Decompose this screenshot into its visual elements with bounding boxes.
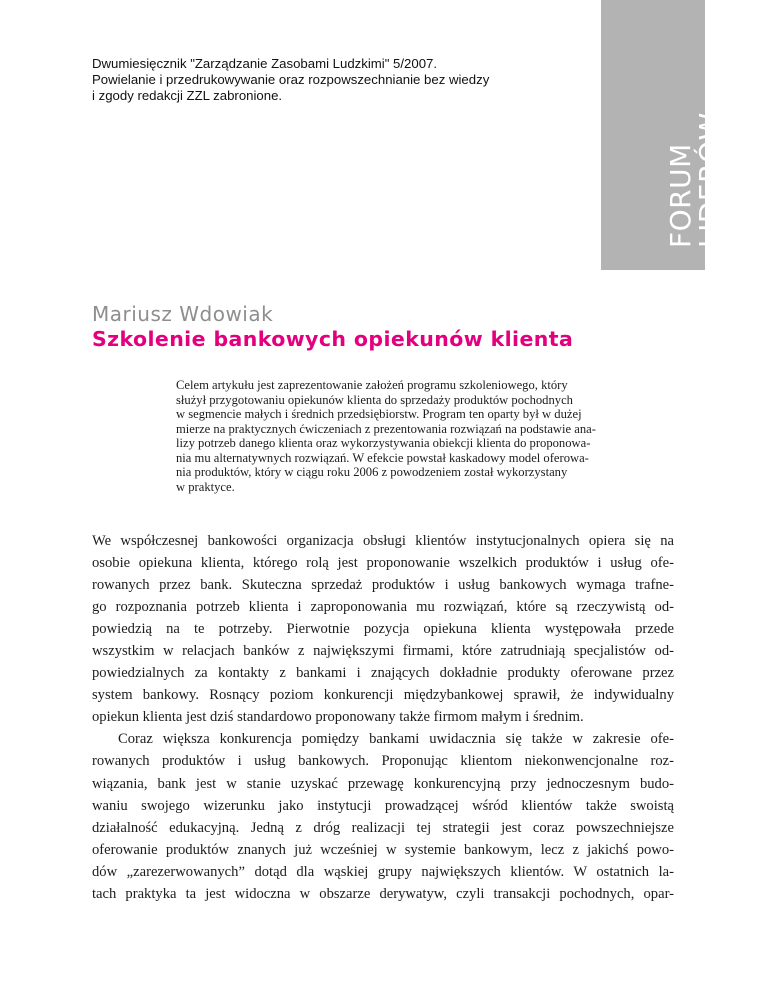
abstract-line: mierze na praktycznych ćwiczeniach z prezentowania rozwiązań na podstawie ana- [176, 421, 596, 436]
abstract-line: służył przygotowaniu opiekunów klienta do sprzedaży produktów pochodnych [176, 392, 573, 407]
body-line: oferowanie produktów znanych już wcześniej w systemie bankowym, lecz z jakichś powo- [92, 841, 674, 858]
notice-line: i zgody redakcji ZZL zabronione. [92, 88, 283, 103]
article-author: Mariusz Wdowiak [92, 302, 274, 326]
copyright-notice [92, 56, 562, 104]
abstract-line: lizy potrzeb danego klienta oraz wykorzystywania obiekcji klienta do proponowa- [176, 436, 591, 450]
abstract-line: nia produktów, który w ciągu roku 2006 z powodzeniem został wykorzystany [176, 465, 568, 479]
section-label-line: LIDERÓW [693, 112, 726, 248]
section-label-line: FORUM [664, 143, 697, 248]
body-line: We współczesnej bankowości organizacja obsługi klientów instytucjonalnych opiera się na [92, 533, 674, 549]
section-label [666, 112, 724, 248]
abstract-line: w praktyce. [176, 479, 235, 494]
body-line: powiedzialnych za kontakty z bankami i znających dokładnie produkty oferowane przez [92, 665, 674, 682]
abstract-line: Celem artykułu jest zaprezentowanie założeń programu szkoleniowego, który [176, 378, 568, 392]
abstract-line: nia mu alternatywnych rozwiązań. W efekcie powstał kaskadowy model oferowa- [176, 450, 589, 465]
body-line: wszystkim w relacjach banków z największymi firmami, które zatrudniają specjalistów od- [92, 643, 674, 660]
abstract-line: w segmencie małych i średnich przedsiębiorstw. Program ten oparty był w dużej [176, 407, 582, 421]
body-line: dów „zarezerwowanych” dotąd dla wąskiej grupy największych klientów. W ostatnich la- [92, 863, 674, 880]
body-line: system bankowy. Rosnący poziom konkurencji międzybankowej sprawił, że indywidualny [92, 687, 674, 704]
article-abstract [176, 378, 636, 494]
body-line: wiązania, bank jest w stanie uzyskać przewagę konkurencyjną przy jednoczesnym budo- [92, 775, 674, 792]
article-title: Szkolenie bankowych opiekunów klienta [92, 327, 574, 351]
body-line: powiedzią na te potrzeby. Pierwotnie pozycja opiekuna klienta występowała przede [92, 621, 674, 638]
body-line: tach praktyka ta jest widoczna w obszarze derywatyw, czyli transakcji pochodnych, opar- [92, 885, 674, 902]
body-line: Coraz większa konkurencja pomiędzy bankami uwidacznia się także w zakresie ofe- [118, 731, 674, 748]
notice-line: Dwumiesięcznik "Zarządzanie Zasobami Ludzkimi" 5/2007. [92, 56, 438, 71]
body-line: opiekun klienta jest dziś standardowo proponowany także firmom małym i średnim. [92, 709, 584, 726]
body-line: go rozpoznania potrzeb klienta i zaproponowania mu rozwiązań, które są rzeczywistą od- [92, 599, 674, 616]
body-line: osobie opiekuna klienta, którego rolą jest proponowanie wszelkich produktów i usług ofe- [92, 555, 674, 572]
body-line: rowanych przez bank. Skuteczna sprzedaż produktów i usług bankowych wymaga trafne- [92, 577, 674, 594]
body-line: waniu swojego wizerunku jako instytucji prowadzącej wśród klientów także swoistą [92, 797, 674, 814]
notice-line: Powielanie i przedrukowywanie oraz rozpowszechnianie bez wiedzy [92, 72, 490, 87]
article-body [92, 530, 674, 905]
body-line: działalność edukacyjną. Jedną z dróg realizacji tej strategii jest coraz powszechniejsze [92, 819, 674, 836]
body-line: rowanych produktów i usług bankowych. Proponując klientom niekonwencjonalne roz- [92, 753, 674, 770]
